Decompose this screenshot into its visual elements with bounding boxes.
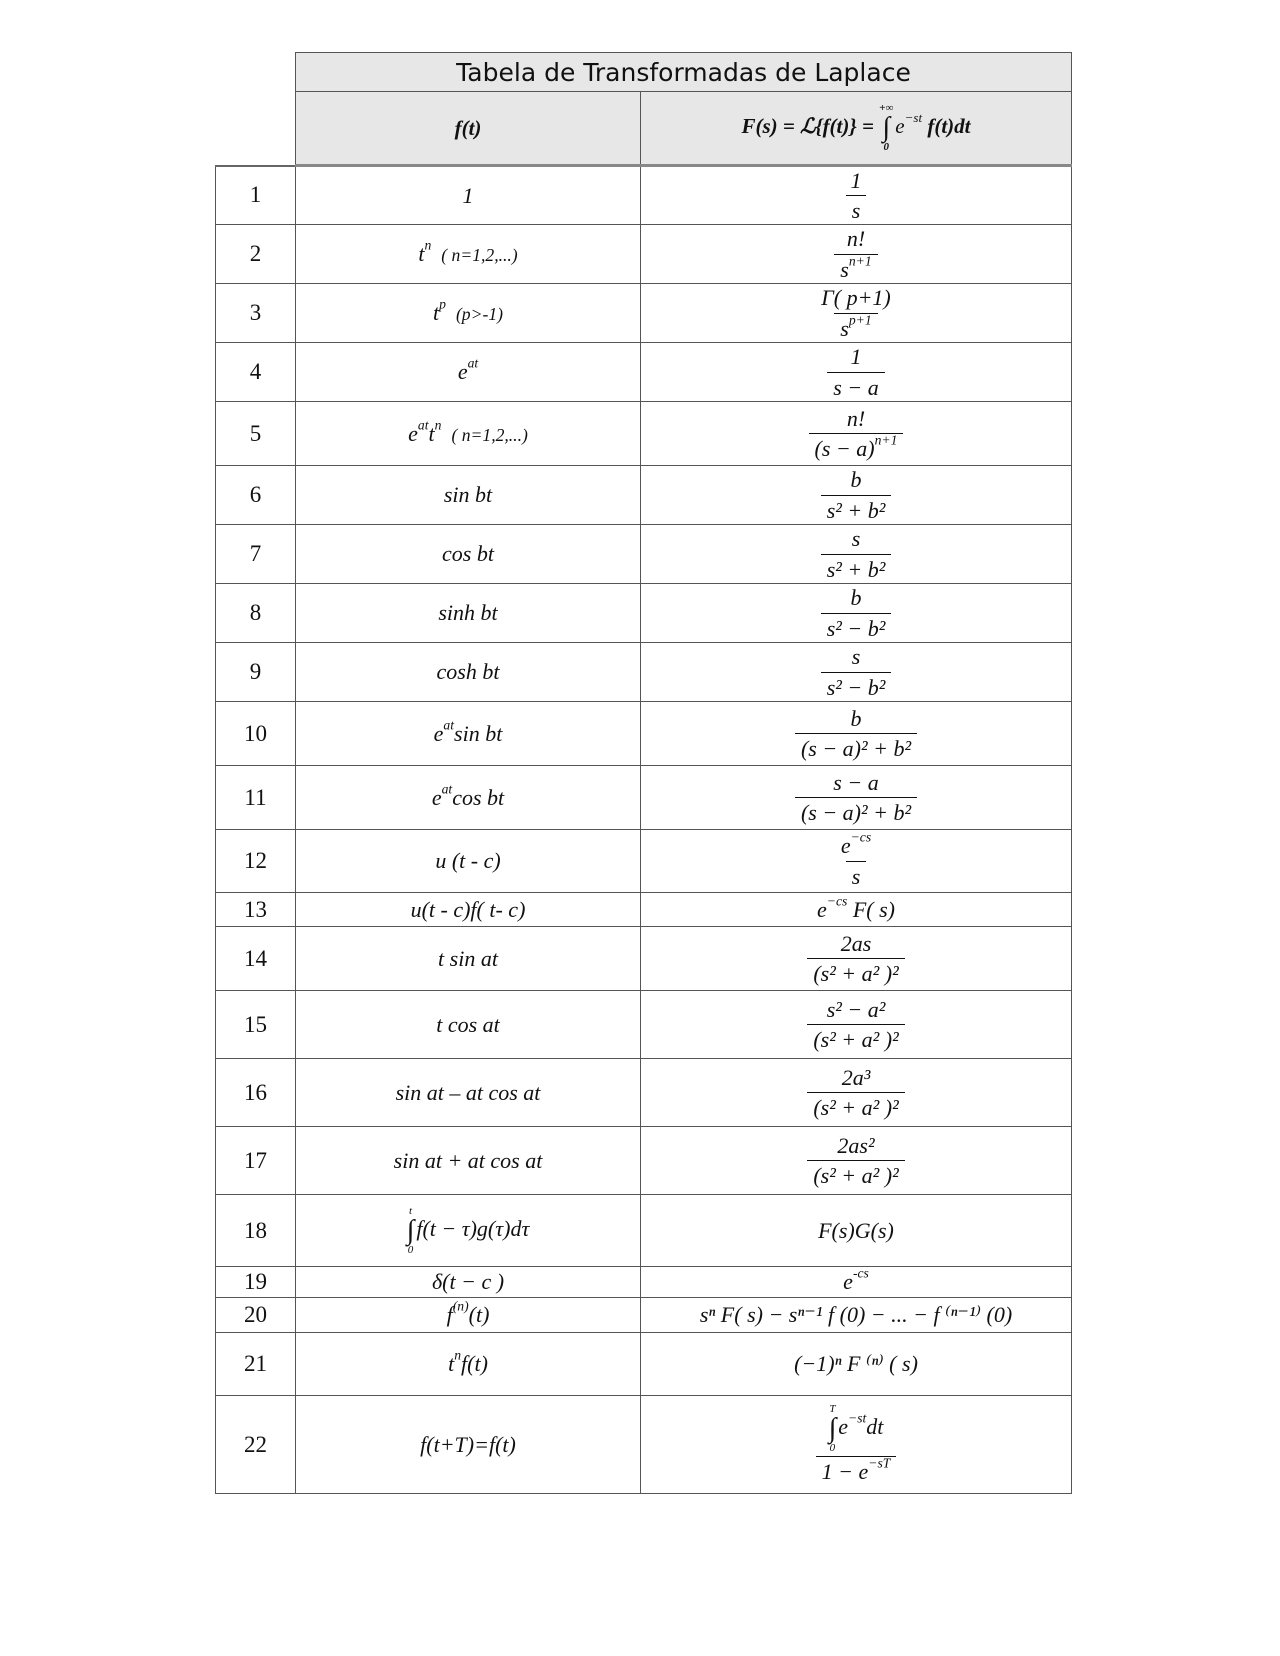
ft-cell (296, 830, 641, 893)
row-number: 5 (216, 402, 296, 466)
denominator-exponent: −sT (868, 1455, 891, 1471)
fraction (845, 168, 868, 224)
table-row (216, 1267, 1072, 1298)
numerator (844, 467, 867, 494)
ft-expression: sin at – at cos at (395, 1079, 541, 1105)
table-row (216, 284, 1072, 343)
integrand-base: e (838, 1414, 848, 1440)
ft-cell (296, 991, 641, 1059)
denominator-text: (s² + a² )² (813, 1027, 899, 1052)
fraction (821, 585, 892, 641)
numerator (841, 226, 871, 253)
fraction (807, 997, 904, 1053)
Fs-cell (641, 584, 1072, 643)
row-number: 20 (216, 1298, 296, 1333)
fraction (807, 1133, 904, 1189)
denominator (807, 1160, 904, 1188)
Fs-cell (641, 402, 1072, 466)
Fs-header-rest: f(t)dt (927, 113, 971, 138)
Fs-exponent: −cs (826, 892, 848, 908)
denominator (816, 1456, 897, 1484)
Fs-exponent: -cs (852, 1265, 869, 1281)
fraction (795, 770, 917, 826)
table-row (216, 1127, 1072, 1195)
column-header-Fs (641, 92, 1072, 166)
denominator-text: s² + b² (826, 497, 886, 523)
denominator-text: (s² + a² )² (813, 1163, 899, 1188)
Fs-kernel-exponent: −st (904, 109, 923, 125)
ft-exponent: at (467, 355, 479, 371)
fraction (821, 644, 892, 700)
ft-cell (296, 1267, 641, 1298)
ft-cell (296, 643, 641, 702)
denominator (846, 861, 867, 889)
denominator-base: 1 − e (821, 1459, 869, 1485)
Fs-expression: (−1)ⁿ F ⁽ⁿ⁾ ( s) (794, 1351, 918, 1376)
column-header-ft (296, 92, 641, 166)
numerator (846, 644, 867, 671)
table-row (216, 1396, 1072, 1494)
integral-sign: ∫ (406, 1214, 415, 1246)
ft-cell (296, 584, 641, 643)
table-title: Tabela de Transformadas de Laplace (296, 53, 1072, 92)
ft-exponent: (n) (452, 1298, 469, 1314)
integral-upper-limit: T (829, 1403, 836, 1416)
Fs-cell (641, 1396, 1072, 1494)
ft-cell (296, 525, 641, 584)
fraction (835, 829, 877, 889)
denominator-text: (s² + a² )² (813, 961, 899, 986)
ft-exponent: at (441, 780, 453, 796)
ft-cell (296, 466, 641, 525)
fraction (807, 931, 904, 987)
integrand: f(t − τ)g(τ)dτ (416, 1215, 530, 1241)
row-number: 16 (216, 1059, 296, 1127)
row-number: 1 (216, 166, 296, 225)
ft-base: f (446, 1302, 453, 1327)
denominator (809, 433, 904, 461)
ft-cell (296, 1195, 641, 1267)
table-row (216, 702, 1072, 766)
numerator-text: 2as² (837, 1132, 875, 1158)
ft-expression: t cos at (436, 1011, 500, 1037)
denominator (834, 254, 877, 282)
denominator (846, 195, 867, 223)
row-number: 13 (216, 893, 296, 927)
integrand-exponent: −st (848, 1410, 867, 1426)
ft-cell (296, 927, 641, 991)
denominator (821, 495, 892, 523)
table-row (216, 893, 1072, 927)
ft-exponent: at (417, 416, 429, 432)
Fs-cell (641, 927, 1072, 991)
Fs-cell (641, 525, 1072, 584)
ft-base: e (457, 359, 468, 384)
row-number: 4 (216, 343, 296, 402)
Fs-cell (641, 643, 1072, 702)
Fs-base: e (817, 896, 827, 922)
denominator-base: s (840, 315, 849, 341)
ft-expression: u(t - c)f( t- c) (410, 896, 526, 922)
denominator (795, 733, 917, 761)
row-number: 12 (216, 830, 296, 893)
ft-base: t (433, 300, 440, 325)
numerator-text: s (851, 644, 861, 670)
numerator (831, 1133, 880, 1160)
ft-cell (296, 1396, 641, 1494)
table-row (216, 766, 1072, 830)
row-number: 17 (216, 1127, 296, 1195)
table-row (216, 402, 1072, 466)
Fs-cell (641, 702, 1072, 766)
ft-base: t (418, 241, 425, 266)
Fs-cell (641, 1333, 1072, 1396)
denominator-text: s (851, 863, 861, 889)
numerator-exponent: −cs (850, 829, 872, 845)
denominator-exponent: p+1 (848, 311, 872, 327)
ft-exponent: n (424, 237, 432, 253)
fraction (821, 467, 892, 523)
fraction (807, 1065, 904, 1121)
ft-expression: t sin at (438, 945, 498, 971)
denominator-text: s (851, 198, 861, 223)
table-row (216, 830, 1072, 893)
row-number: 19 (216, 1267, 296, 1298)
table-row (216, 991, 1072, 1059)
integral-upper-limit: +∞ (879, 102, 894, 114)
numerator (821, 997, 892, 1024)
table-body (216, 166, 1072, 1494)
row-number: 14 (216, 927, 296, 991)
table-row (216, 584, 1072, 643)
numerator (827, 770, 884, 797)
Fs-rest: F( s) (847, 896, 895, 922)
denominator (795, 797, 917, 825)
integral-sign: ∫ (828, 1413, 837, 1445)
row-number: 7 (216, 525, 296, 584)
row-number: 21 (216, 1333, 296, 1396)
numerator-base: e (840, 833, 851, 859)
Fs-kernel: e (895, 113, 905, 138)
ft-expression: u (t - c) (435, 848, 501, 873)
Fs-cell (641, 1195, 1072, 1267)
numerator (835, 829, 877, 860)
integral-symbol: +∞ ∫ 0 (879, 102, 894, 153)
row-number: 2 (216, 225, 296, 284)
ft-cell (296, 343, 641, 402)
Fs-header-lhs: F(s) = ℒ{f(t)} = (741, 113, 874, 138)
Fs-cell (641, 1298, 1072, 1333)
ft-rest: sin bt (454, 720, 503, 746)
denominator (821, 672, 892, 700)
row-number: 6 (216, 466, 296, 525)
denominator-text: (s² + a² )² (813, 1095, 899, 1120)
table-row (216, 927, 1072, 991)
row-number: 22 (216, 1396, 296, 1494)
ft-base: e (431, 784, 442, 810)
ft-cell (296, 766, 641, 830)
numerator-text: 2a³ (841, 1064, 871, 1090)
ft-expression: 1 (462, 182, 474, 208)
denominator (821, 613, 892, 641)
fraction (821, 526, 892, 582)
table-row (216, 525, 1072, 584)
ft-expression: sin at + at cos at (393, 1147, 543, 1173)
Fs-cell (641, 343, 1072, 402)
numerator-text: b (850, 585, 862, 611)
ft-expression: f(t+T)=f(t) (420, 1431, 516, 1457)
ft-exponent: n (434, 416, 442, 432)
table-row (216, 225, 1072, 284)
ft-expression: cosh bt (436, 659, 500, 684)
row-number: 3 (216, 284, 296, 343)
Fs-header-formula (741, 102, 971, 153)
denominator-text: s² + b² (826, 556, 886, 582)
ft-cell (296, 284, 641, 343)
integrand-rest: dt (866, 1414, 884, 1440)
denominator (834, 313, 877, 341)
Fs-expression: sⁿ F( s) − sⁿ⁻¹ f (0) − ... − f ⁽ⁿ⁻¹⁾ (0) (699, 1302, 1013, 1327)
Fs-cell (641, 1059, 1072, 1127)
numerator (845, 168, 868, 195)
integral-upper-limit: t (408, 1204, 413, 1217)
row-number: 9 (216, 643, 296, 702)
numerator-text: s (851, 526, 861, 552)
Fs-cell (641, 893, 1072, 927)
numerator (835, 931, 878, 958)
Fs-cell (641, 284, 1072, 343)
numerator (841, 406, 871, 433)
Fs-cell (641, 991, 1072, 1059)
ft-rest: (t) (468, 1302, 490, 1327)
denominator-exponent: n+1 (848, 252, 872, 268)
ft-base: t (448, 1351, 455, 1376)
ft-condition: (p>-1) (455, 304, 503, 324)
integral-lower-limit: 0 (407, 1243, 414, 1256)
ft-cell (296, 702, 641, 766)
denominator-base: (s − a) (814, 436, 875, 461)
ft-cell (296, 166, 641, 225)
table-row (216, 466, 1072, 525)
ft-cell (296, 225, 641, 284)
denominator-text: s² − b² (826, 615, 886, 641)
numerator-text: Γ( p+1) (821, 285, 891, 311)
laplace-transform-table (215, 52, 1072, 1494)
ft-exponent: p (439, 296, 446, 312)
numerator-text: 1 (850, 167, 862, 193)
table-row (216, 166, 1072, 225)
Fs-cell (641, 466, 1072, 525)
ft-cell (296, 1127, 641, 1195)
table-row (216, 1195, 1072, 1267)
ft-cell (296, 1298, 641, 1333)
Fs-cell (641, 830, 1072, 893)
denominator (807, 1024, 904, 1052)
table-row (216, 1333, 1072, 1396)
ft-base: t (428, 420, 435, 446)
numerator (836, 1065, 877, 1092)
ft-condition: ( n=1,2,...) (451, 424, 528, 445)
numerator (815, 285, 897, 312)
fraction (827, 344, 884, 400)
ft-cell (296, 402, 641, 466)
denominator (807, 1092, 904, 1120)
row-number: 10 (216, 702, 296, 766)
ft-base: e (433, 720, 444, 746)
integral-symbol (407, 1206, 415, 1256)
table-row (216, 343, 1072, 402)
Fs-cell (641, 166, 1072, 225)
fraction (816, 1404, 897, 1484)
ft-exponent: at (443, 716, 455, 732)
ft-expression: δ(t − c ) (431, 1269, 505, 1294)
fraction (795, 706, 917, 762)
numerator (844, 344, 867, 371)
ft-rest: f(t) (461, 1351, 488, 1376)
numerator (844, 706, 867, 733)
row-number: 11 (216, 766, 296, 830)
ft-expression: sinh bt (438, 600, 498, 625)
denominator-text: s² − b² (826, 674, 886, 700)
corner-blank-cell (216, 53, 296, 166)
numerator-text: b (850, 705, 862, 731)
integral-lower-limit: 0 (883, 141, 889, 153)
numerator (846, 526, 867, 553)
fraction (815, 285, 897, 341)
ft-cell (296, 1333, 641, 1396)
Fs-base: e (843, 1269, 853, 1294)
table-row (216, 1059, 1072, 1127)
numerator-text: s − a (833, 769, 879, 795)
denominator-text: (s − a)² + b² (800, 800, 912, 825)
denominator-base: s (840, 256, 849, 282)
numerator-text: b (850, 467, 862, 493)
ft-rest: cos bt (452, 784, 505, 810)
table-row (216, 1298, 1072, 1333)
integral-lower-limit: 0 (829, 1442, 836, 1455)
ft-expression: sin bt (443, 482, 493, 507)
row-number: 8 (216, 584, 296, 643)
numerator-text: s² − a² (826, 996, 886, 1022)
denominator (827, 372, 884, 400)
denominator-text: s − a (833, 374, 879, 400)
denominator-exponent: n+1 (874, 432, 898, 448)
numerator-text: 2as (840, 930, 872, 956)
Fs-cell (641, 766, 1072, 830)
numerator (844, 585, 867, 612)
ft-exponent: n (454, 1347, 462, 1363)
Fs-expression: F(s)G(s) (818, 1217, 894, 1243)
denominator (807, 958, 904, 986)
ft-header-label: f(t) (454, 115, 482, 140)
table-row (216, 643, 1072, 702)
ft-cell (296, 1059, 641, 1127)
numerator-text: n! (846, 405, 866, 431)
numerator (823, 1404, 890, 1456)
numerator-text: 1 (850, 344, 862, 370)
row-number: 18 (216, 1195, 296, 1267)
row-number: 15 (216, 991, 296, 1059)
denominator-text: (s − a)² + b² (800, 736, 912, 761)
Fs-cell (641, 1127, 1072, 1195)
ft-condition: ( n=1,2,...) (441, 245, 518, 265)
denominator (821, 554, 892, 582)
fraction (809, 406, 904, 462)
Fs-cell (641, 1267, 1072, 1298)
ft-base: e (408, 420, 418, 446)
numerator-text: n! (846, 226, 866, 252)
ft-cell (296, 893, 641, 927)
integral-symbol (829, 1404, 837, 1454)
ft-expression: cos bt (442, 541, 494, 566)
fraction (834, 226, 877, 282)
Fs-cell (641, 225, 1072, 284)
